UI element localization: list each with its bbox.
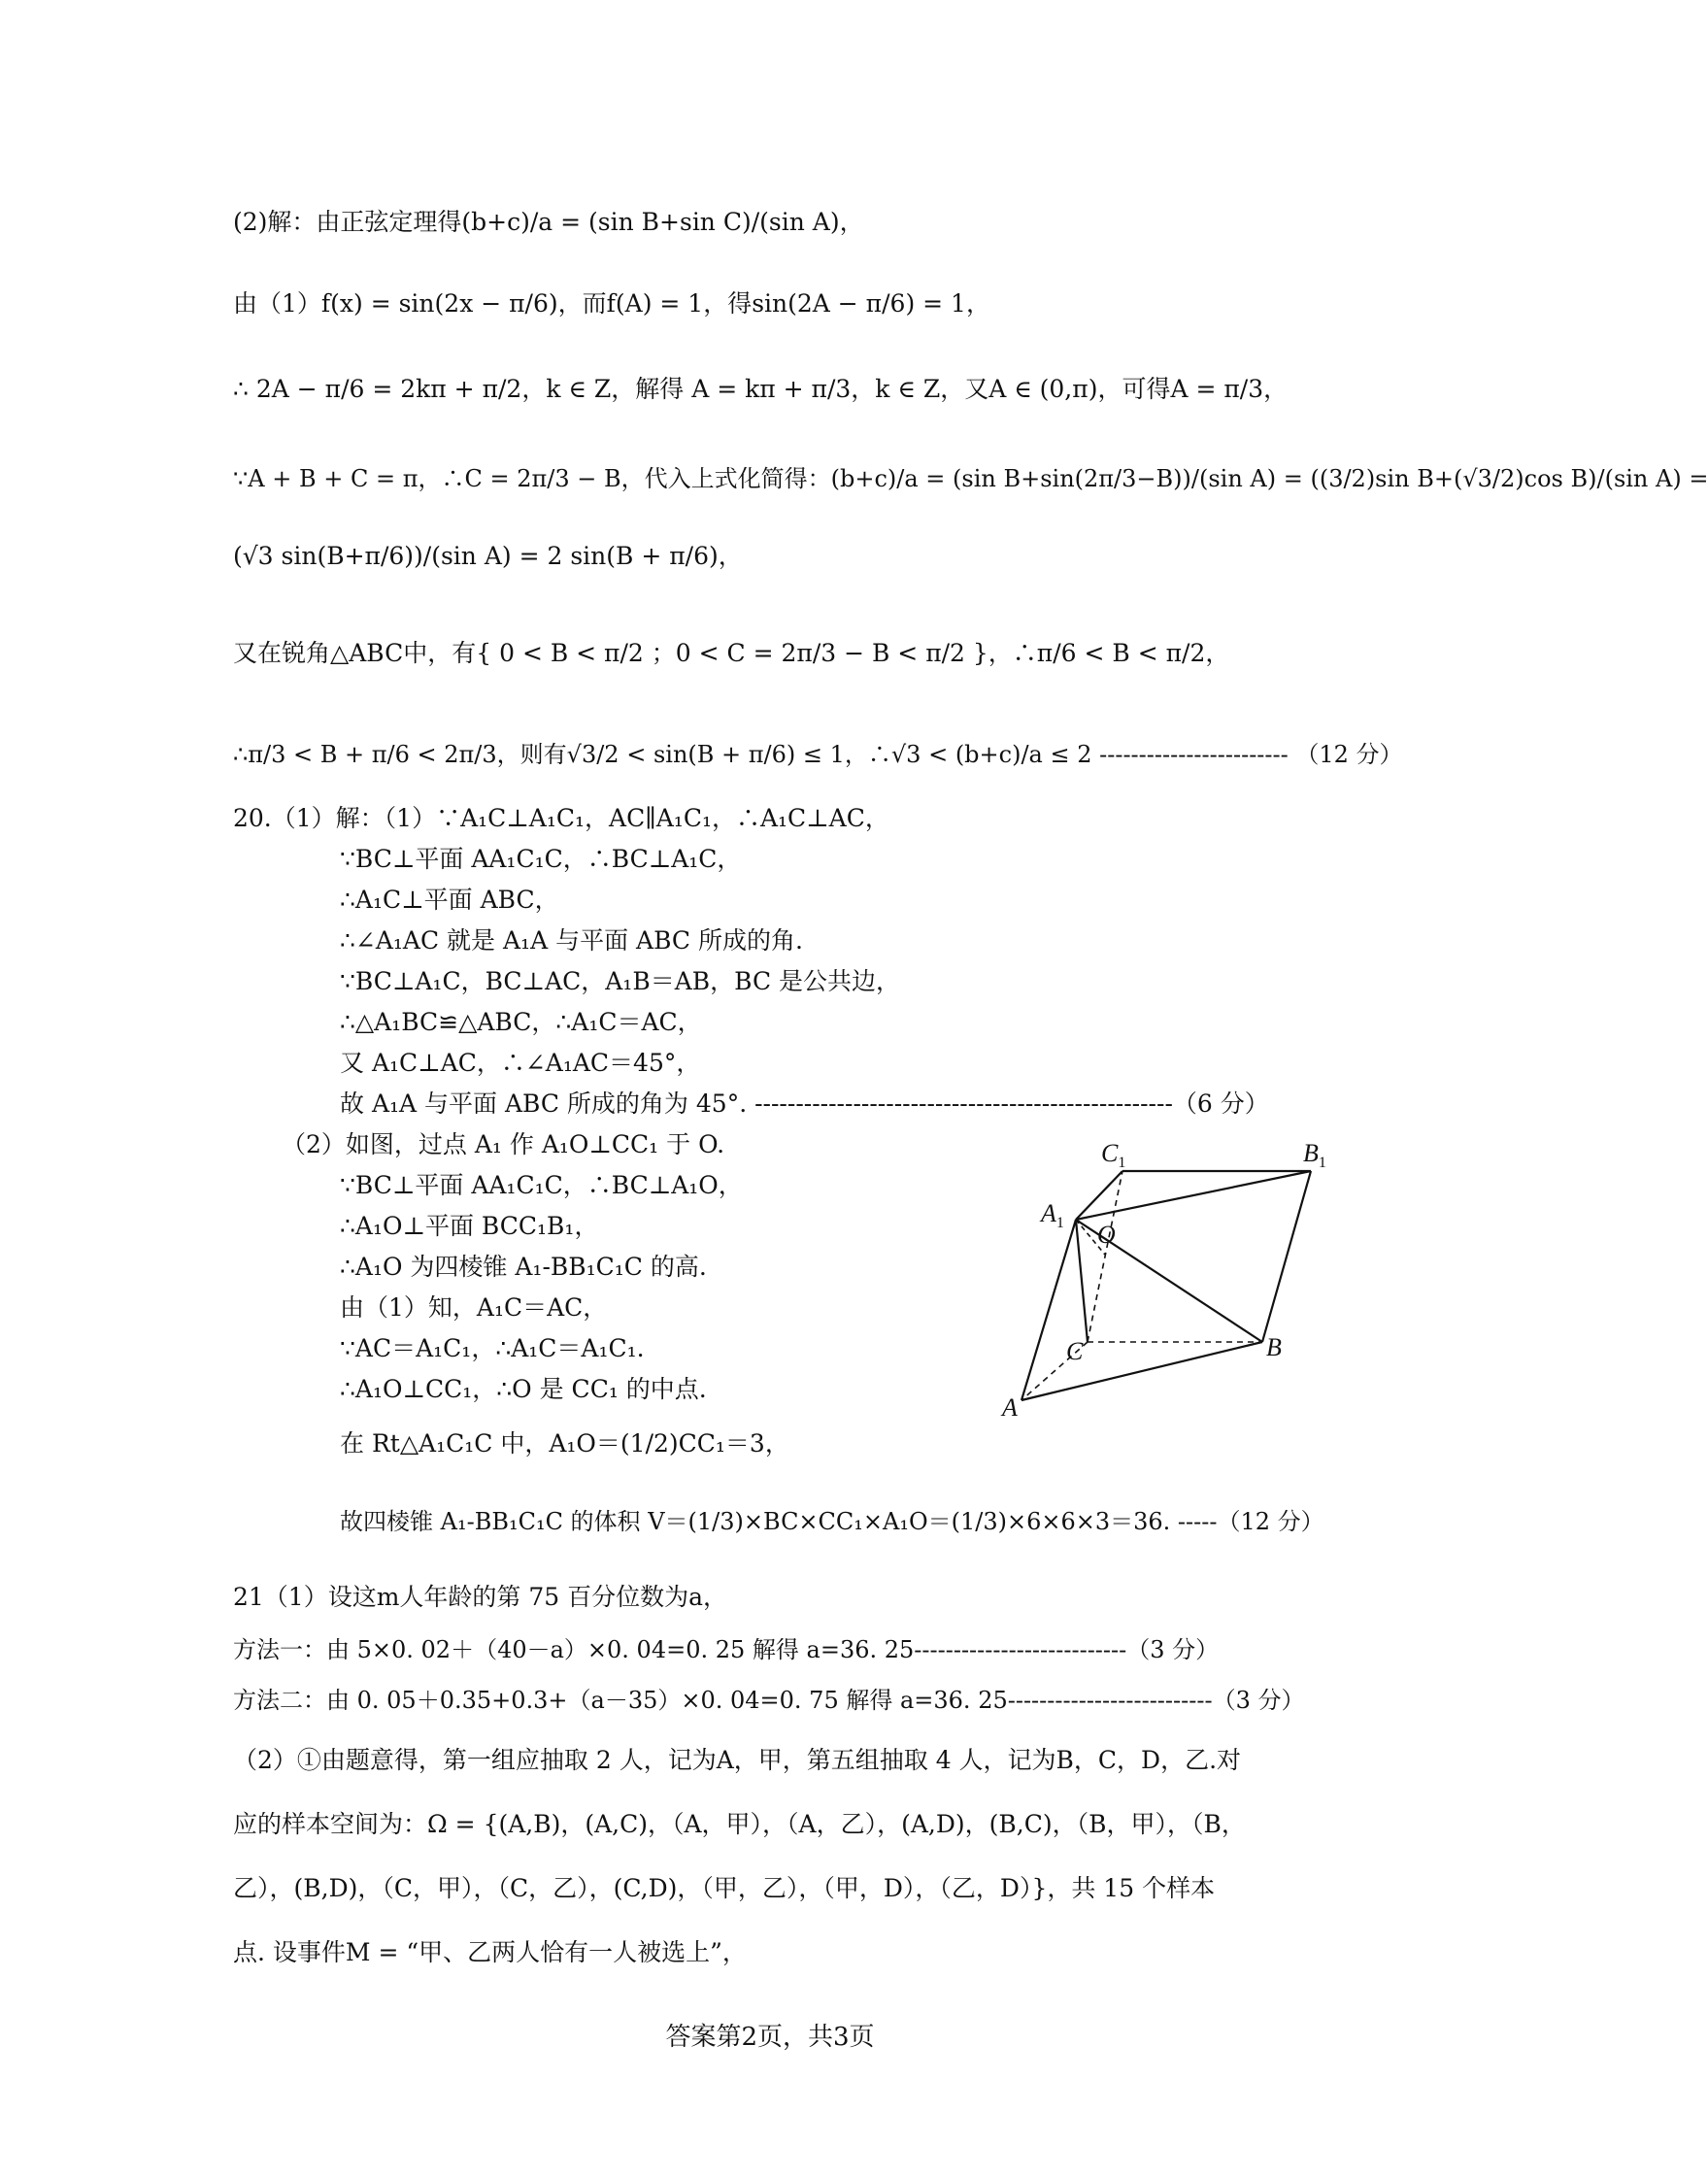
- edge-A1C: [1076, 1220, 1088, 1342]
- q21-line-2: 方法一：由 5×0. 02＋（40－a）×0. 04=0. 25 解得 a=36. 25---------------------------（3 分）: [233, 1636, 1220, 1663]
- s2-line-5: (√3 sin(B+π/6))/(sin A) = 2 sin(B + π/6)，: [233, 542, 743, 570]
- q20-line-3: ∴A₁C⊥平面 ABC，: [340, 886, 559, 914]
- s2-line-6: 又在锐角△ABC中，有{ 0 < B < π/2 ；0 < C = 2π/3 − B < π/2 }，∴π/6 < B < π/2，: [233, 639, 1230, 667]
- q21-line-5: 应的样本空间为：Ω = {(A,B)，(A,C)，（A，甲），（A，乙），(A,D)，(B,C)，（B，甲），（B，: [233, 1810, 1246, 1838]
- q20-line-9: （2）如图，过点 A₁ 作 A₁O⊥CC₁ 于 O.: [282, 1130, 725, 1158]
- q20-line-5: ∵BC⊥A₁C，BC⊥AC，A₁B＝AB，BC 是公共边，: [340, 967, 901, 995]
- label-C1: $C_1$: [1101, 1139, 1126, 1171]
- q20-line-11: ∴A₁O⊥平面 BCC₁B₁，: [340, 1212, 599, 1240]
- edge-AB: [1021, 1342, 1262, 1400]
- q21-line-6: 乙），(B,D)，（C，甲），（C，乙），(C,D)，（甲，乙），（甲，D），（乙，D）}，共 15 个样本: [233, 1874, 1216, 1902]
- s2-line-7: ∴π/3 < B + π/6 < 2π/3，则有√3/2 < sin(B + π/6) ≤ 1，∴√3 < (b+c)/a ≤ 2 ------------------------ （12 分）: [233, 741, 1403, 768]
- label-B1: $B_1$: [1303, 1139, 1326, 1171]
- q20-line-13: 由（1）知，A₁C＝AC，: [340, 1293, 608, 1322]
- q20-line-16: 在 Rt△A₁C₁C 中，A₁O＝(1/2)CC₁＝3，: [340, 1429, 789, 1458]
- q20-line-6: ∴△A₁BC≌△ABC，∴A₁C＝AC，: [340, 1008, 702, 1036]
- label-A: A: [1002, 1393, 1018, 1422]
- s2-line-2: 由（1）f(x) = sin(2x − π/6)，而f(A) = 1，得sin(2A − π/6) = 1，: [233, 289, 990, 318]
- q20-line-8: 故 A₁A 与平面 ABC 所成的角为 45°. ---------------------------------------------------（6 分）: [340, 1090, 1269, 1118]
- label-C: C: [1066, 1337, 1084, 1365]
- q20-line-2: ∵BC⊥平面 AA₁C₁C，∴BC⊥A₁C，: [340, 845, 742, 873]
- label-B: B: [1266, 1333, 1282, 1361]
- edge-A1A: [1021, 1220, 1076, 1400]
- s2-line-1: (2)解：由正弦定理得(b+c)/a = (sin B+sin C)/(sin A)，: [233, 208, 864, 236]
- q21-line-3: 方法二：由 0. 05＋0.35+0.3+（a－35）×0. 04=0. 75 解得 a=36. 25--------------------------（3 分）: [233, 1687, 1305, 1714]
- edge-CC1-dashed: [1088, 1171, 1122, 1342]
- q21-line-4: （2）①由题意得，第一组应抽取 2 人，记为A，甲，第五组抽取 4 人，记为B，C，D，乙.对: [233, 1746, 1242, 1774]
- s2-line-4: ∵A + B + C = π，∴C = 2π/3 − B，代入上式化简得：(b+c)/a = (sin B+sin(2π/3−B))/(sin A) = ((3/2)sin B+(√3/2)cos B)/(sin A) =: [233, 465, 1708, 492]
- label-A1: $A_1$: [1041, 1199, 1064, 1231]
- q20-line-15: ∴A₁O⊥CC₁，∴O 是 CC₁ 的中点.: [340, 1375, 707, 1403]
- label-O: O: [1097, 1221, 1116, 1249]
- edge-A1O: [1076, 1171, 1311, 1220]
- q20-line-4: ∴∠A₁AC 就是 A₁A 与平面 ABC 所成的角.: [340, 926, 803, 955]
- prism-figure: [1000, 1126, 1330, 1427]
- edge-B1B: [1262, 1171, 1311, 1342]
- q20-line-14: ∵AC＝A₁C₁，∴A₁C＝A₁C₁.: [340, 1334, 645, 1362]
- q20-line-17: 故四棱锥 A₁-BB₁C₁C 的体积 V＝(1/3)×BC×CC₁×A₁O＝(1/3)×6×6×3＝36. -----（12 分）: [340, 1508, 1324, 1535]
- q20-line-7: 又 A₁C⊥AC，∴∠A₁AC＝45°，: [340, 1049, 701, 1077]
- page-footer: 答案第2页，共3页: [665, 2023, 875, 2052]
- q20-line-1: 20.（1）解：（1）∵A₁C⊥A₁C₁，AC∥A₁C₁，∴A₁C⊥AC，: [233, 804, 889, 832]
- s2-line-3: ∴ 2A − π/6 = 2kπ + π/2，k ∈ Z，解得 A = kπ + π/3，k ∈ Z，又A ∈ (0,π)，可得A = π/3，: [233, 375, 1289, 403]
- q20-line-10: ∵BC⊥平面 AA₁C₁C，∴BC⊥A₁O，: [340, 1171, 743, 1199]
- q21-line-1: 21（1）设这m人年龄的第 75 百分位数为a，: [233, 1583, 728, 1611]
- q21-line-7: 点. 设事件M = “甲、乙两人恰有一人被选上”，: [233, 1938, 747, 1966]
- q20-line-12: ∴A₁O 为四棱锥 A₁-BB₁C₁C 的高.: [340, 1253, 707, 1281]
